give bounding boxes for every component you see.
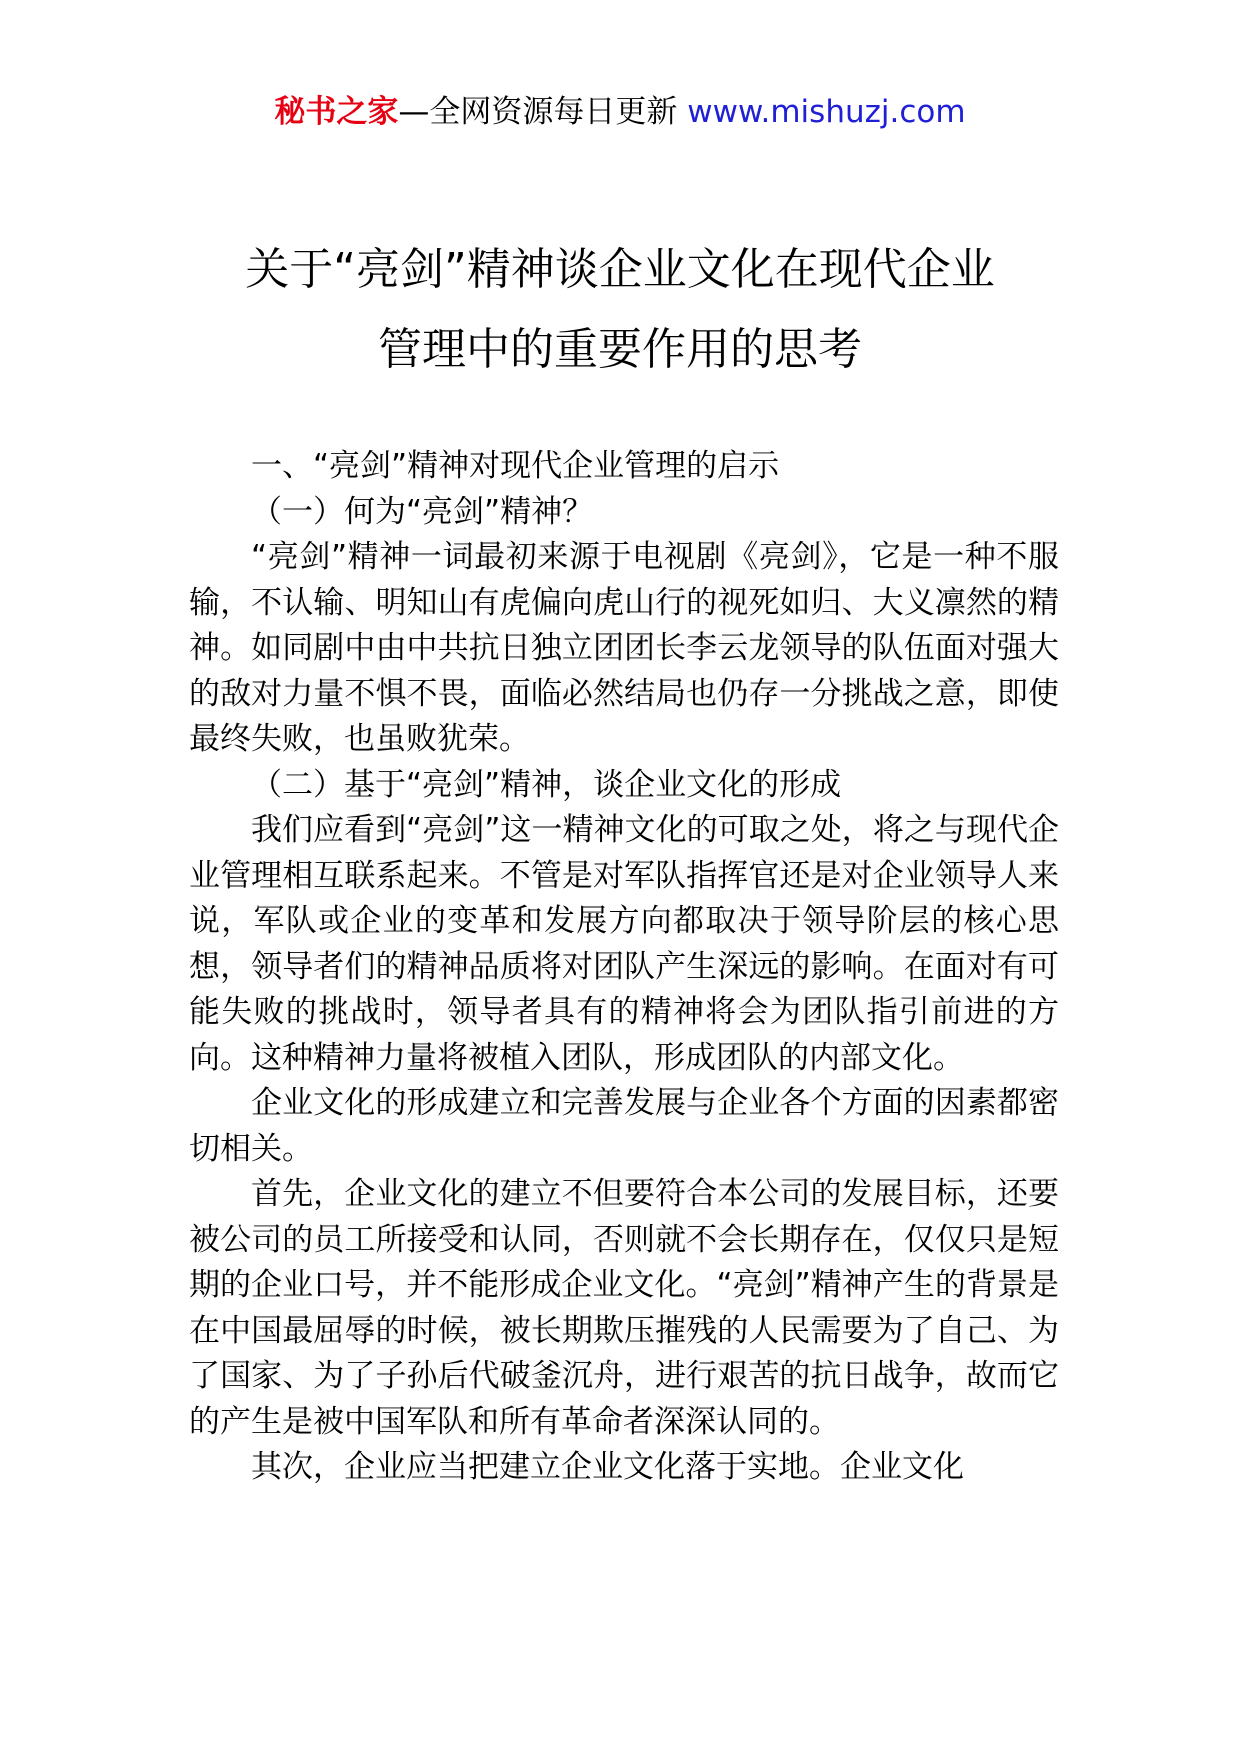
site-header bbox=[0, 92, 1240, 132]
document-title bbox=[0, 230, 1240, 390]
paragraph-4: 首先，企业文化的建立不但要符合本公司的发展目标，还要被公司的员工所接受和认同，否则就不会长期存在，仅仅只是短期的企业口号，并不能形成企业文化。“亮剑”精神产生的背景是在中国最屈辱的时候，被长期欺压摧残的人民需要为了自己、为了国家、为了子孙后代破釜沉舟，进行艰苦的抗日战争，故而它的产生是被中国军队和所有革命者深深认同的。 bbox=[189, 1176, 1059, 1440]
title-line-1: 关于“亮剑”精神谈企业文化在现代企业 bbox=[245, 244, 995, 295]
paragraph-2: 我们应看到“亮剑”这一精神文化的可取之处，将之与现代企业管理相互联系起来。不管是对军队指挥官还是对企业领导人来说，军队或企业的变革和发展方向都取决于领导阶层的核心思想，领导者们的精神品质将对团队产生深远的影响。在面对有可能失败的挑战时，领导者具有的精神将会为团队指引前进的方向。这种精神力量将被植入团队，形成团队的内部文化。 bbox=[189, 812, 1059, 1076]
paragraph-1: “亮剑”精神一词最初来源于电视剧《亮剑》，它是一种不服输，不认输、明知山有虎偏向虎山行的视死如归、大义凛然的精神。如同剧中由中共抗日独立团团长李云龙领导的队伍面对强大的敌对力量不惧不畏，面临必然结局也仍存一分挑战之意，即使最终失败，也虽败犹荣。 bbox=[189, 539, 1059, 757]
site-url-link[interactable]: www.mishuzj.com bbox=[687, 94, 966, 130]
section-heading-1: 一、“亮剑”精神对现代企业管理的启示 bbox=[251, 448, 780, 484]
paragraph-3: 企业文化的形成建立和完善发展与企业各个方面的因素都密切相关。 bbox=[189, 1085, 1059, 1167]
brand-name: 秘书之家 bbox=[274, 94, 399, 130]
header-tagline: —全网资源每日更新 bbox=[398, 94, 688, 130]
subsection-heading-1: （一）何为“亮剑”精神？ bbox=[251, 493, 594, 530]
subsection-heading-2: （二）基于“亮剑”精神，谈企业文化的形成 bbox=[251, 766, 842, 803]
title-line-2: 管理中的重要作用的思考 bbox=[378, 324, 862, 375]
paragraph-5: 其次，企业应当把建立企业文化落于实地。企业文化 bbox=[251, 1449, 964, 1485]
document-body bbox=[189, 444, 1059, 1491]
